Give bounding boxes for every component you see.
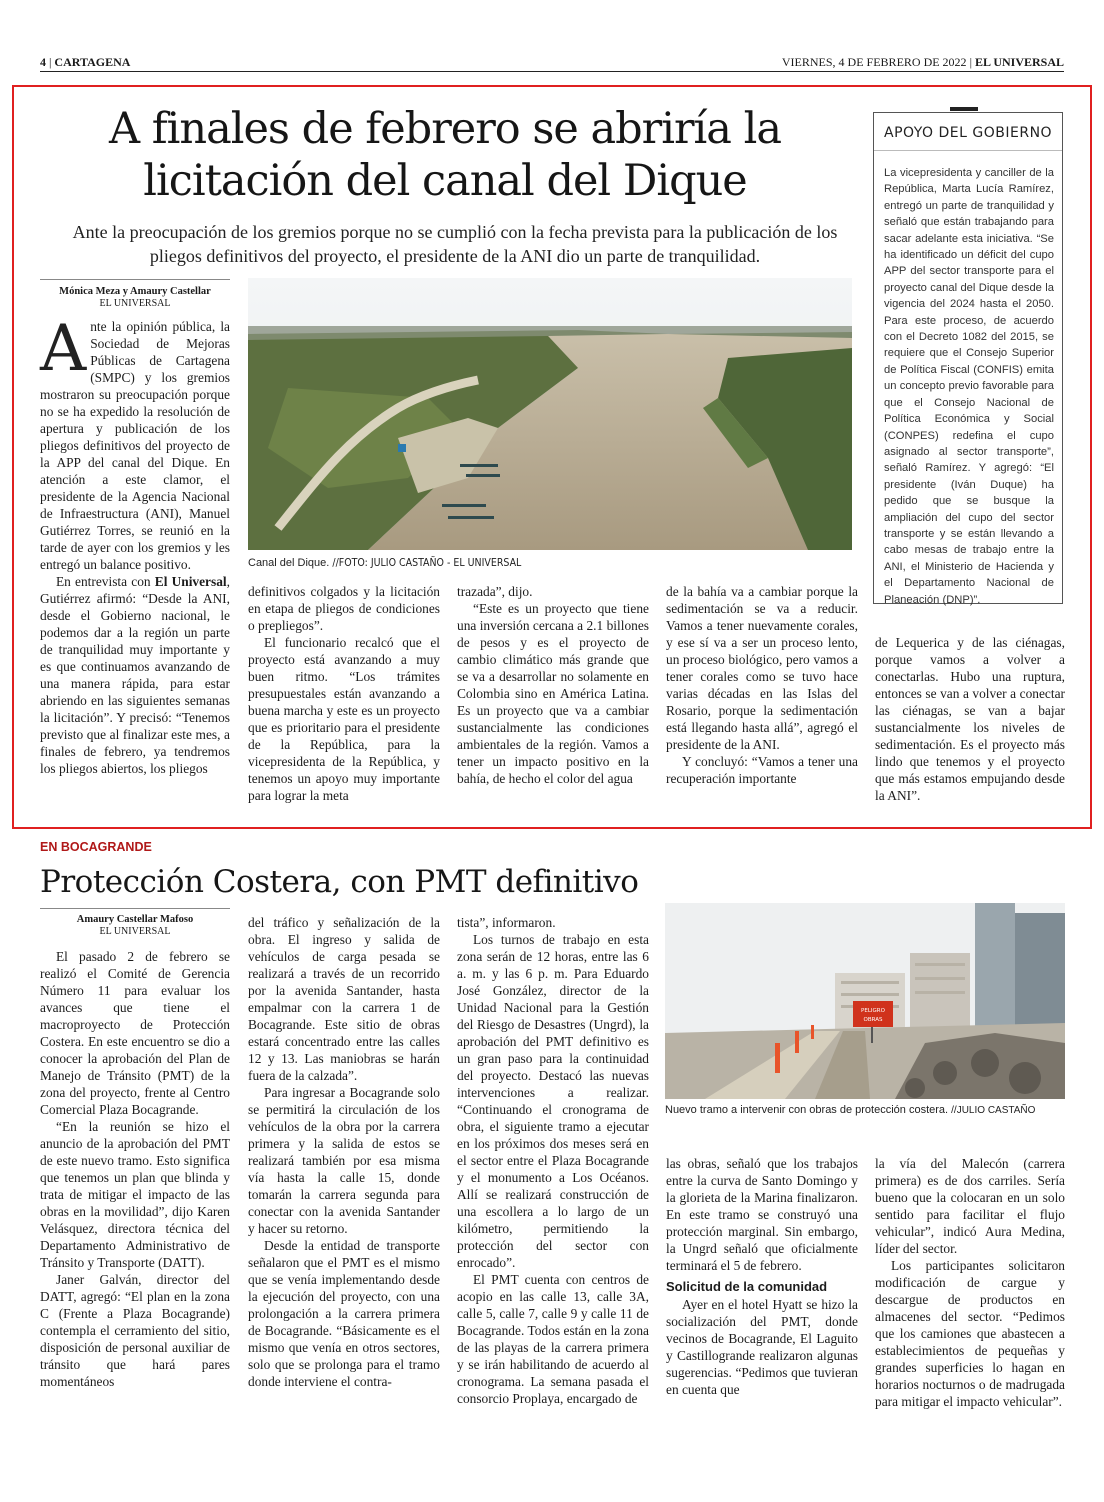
section-name: CARTAGENA	[54, 55, 131, 69]
article2-byline-names: Amaury Castellar Mafoso	[76, 914, 194, 925]
article-headline: A finales de febrero se abriría la licitación del canal del Dique	[109, 104, 781, 206]
article2-column-4: las obras, señaló que los trabajos entre la curva de Santo Domingo y la glorieta de la Marina finalizaron. En este tramo se construyó una protección marginal. Sin embargo, la Ungrd señaló que oficialmente terminará el 5 de febrero. Solicitud de la comunidad Ayer en el hotel Hyatt se hizo la socialización del PMT, donde vecinos de Bocagrande, El Laguito y Castillogrande realizaron algunas sugerencias. “Pedimos que tuvieran en cuenta que	[666, 1156, 858, 1397]
svg-text:OBRAS: OBRAS	[863, 1017, 883, 1023]
coastal-works-photo	[665, 903, 1065, 1099]
article-column-3: trazada”, dijo. “Este es un proyecto que tiene una inversión cercana a 2.1 billones de pesos y es el proyecto de cambio climático más grande que se va a desarrollar no solamente en Colombia sino en América Latina. Es un proyecto que va a cambiar sustancialmente las condiciones ambientales de la región. Vamos a tener un impacto positivo en la bahía, de hecho el color del agua	[457, 584, 649, 786]
article-deck: Ante la preocupación de los gremios porque no se cumplió con la fecha prevista para la publicación de los pliegos definitivos del proyecto, el presidente de la ANI dio un parte de tranquilidad.	[72, 222, 838, 266]
article2-byline	[40, 914, 230, 938]
article2-column-3: tista”, informaron. Los turnos de trabajo en esta zona serán de 12 horas, entre las 6 a. m. y las 6 p. m. Para Eduardo José González, director de la Unidad Nacional para la Gestión del Riesgo de Desastres (Ungrd), la aprobación del PMT definitivo es un gran paso para la continuidad del proyecto. Destacó las nuevas intervenciones a realizar. “Continuando el cronograma de obra, el siguiente tramo a ejecutar en los próximos dos meses será en el sector entre el Plaza Bocagrande y el monumento a Los Océanos. Allí se realizará construcción de una escollera a lo largo de un kilómetro, permitiendo la protección del sector con enrocado”. El PMT cuenta con centros de acopio en las calle 13, calle 3A, calle 5, calle 7, calle 9 y calle 11 de Bocagrande. Todos están en la zona de las playas de la carrera primera y se irán habilitando de acuerdo al cronograma. La semana pasada el consorcio Proplaya, encargado de	[457, 915, 649, 1406]
issue-date: VIERNES, 4 DE FEBRERO DE 2022	[781, 55, 967, 69]
dropcap: A	[40, 312, 87, 386]
sidebar-top-rule	[950, 107, 978, 111]
byline-org: EL UNIVERSAL	[99, 298, 171, 309]
article-column-5: de Lequerica y de las ciénagas, porque vamos a volver a conectarlas. Hubo una ruptura, entonces se van a volver a conectar las ciénagas, se van a bajar sustancialmente los niveles de sedimentación. Es el proyecto más lindo que tenemos y el proyecto que más estamos empujando desde la ANI”.	[875, 635, 1065, 803]
page-number: 4	[40, 55, 46, 69]
coastal-works-photo-image	[665, 903, 1065, 1099]
article2-headline: Protección Costera, con PMT definitivo	[40, 864, 639, 900]
article2-column-1: El pasado 2 de febrero se realizó el Comité de Gerencia Número 11 para evaluar los avances que tiene el macroproyecto de Protección Costera. En este encuentro se dio a conocer la aprobación del Plan de Manejo de Tránsito (PMT) de la zona del proyecto, frente al Centro Comercial Plaza Bocagrande. “En la reunión se hizo el anuncio de la aprobación del PMT de este nuevo tramo. Esto significa que tenemos un plan que blinda y trata de mitigar el impacto de las obras en la movilidad”, dijo Karen Velásquez, directora técnica del Departamento Administrativo de Tránsito y Transporte (DATT). Janer Galván, director del DATT, agregó: “El plan en la zona C (Frente a Plaza Bocagrande) contempla el cerramiento del sitio, disposición de personal auxiliar de tránsito que hará pares momentáneos	[40, 949, 230, 1389]
canal-photo	[248, 278, 852, 550]
canal-photo-image	[248, 278, 852, 550]
sidebar-body: La vicepresidenta y canciller de la República, Marta Lucía Ramírez, entregó un parte de tranquilidad y señaló que están trabajando para sacar adelante esta iniciativa. “Se ha identificado un déficit del cupo APP del sector transporte para el proyecto canal del Dique desde la vigencia del 2024 hasta el 2050. Para este proceso, de acuerdo con el Decreto 1082 del 2015, se requiere que el Consejo Superior de Política Fiscal (CONFIS) emita un concepto previo favorable para que el Consejo Nacional de Política Económica y Social (CONPES) redefina el cupo asignado al sector transporte”, señaló Ramírez. Y agregó: “El presidente (Iván Duque) ha pedido que se busque la ampliación del cupo del sector transporte y se están llevando a cabo mesas de trabajo entre la ANI, el Ministerio de Hacienda y el Departamento Nacional de Planeación (DNP)”.	[884, 167, 1054, 606]
article2-byline-rule	[40, 908, 230, 909]
coastal-photo-caption: Nuevo tramo a intervenir con obras de protección costera. //JULIO CASTAÑO	[665, 1104, 1036, 1116]
article2-column-5: la vía del Malecón (carrera primera) es de dos carriles. Sería bueno que la colocaran en un solo sentido para facilitar el flujo vehicular”, indicó Aura Medina, líder del sector. Los participantes solicitaron modificación de cargue y descargue de productos en almacenes del sector. “Pedimos que los camiones que abastecen a establecimientos de pequeñas y grandes superficies lo hagan en horarios nocturnos o de madrugada para mitigar el impacto vehicular”.	[875, 1156, 1065, 1409]
page-header: 4 | CARTAGENA VIERNES, 4 DE FEBRERO DE 2022 | EL UNIVERSAL	[40, 55, 1064, 72]
article-column-2: definitivos colgados y la licitación en etapa de pliegos de condiciones o prepliegos”. El funcionario recalcó que el proyecto está avanzando a muy buen ritmo. “Los trámites presupuestales están avanzando a buena marcha y este es un proyecto que es prioritario para el presidente de la República, para la vicepresidenta de la República, y tenemos un apoyo muy importante para lograr la meta	[248, 584, 440, 803]
byline-names: Mónica Meza y Amaury Castellar	[59, 286, 211, 297]
warning-sign-text: PELIGRO	[861, 1008, 885, 1014]
article-column-4: de la bahía va a cambiar porque la sedimentación se va a reducir. Vamos a tener nuevamente corales, y ese sí va a ser un proceso lento, un proceso biológico, pero vamos a tener corales como se tuvo hace varias décadas en las Islas del Rosario, porque la sedimentación está llegando hasta allá”, agregó el presidente de la ANI. Y concluyó: “Vamos a tener una recuperación importante	[666, 584, 858, 786]
canal-photo-caption: Canal del Dique. //FOTO: JULIO CASTAÑO - EL UNIVERSAL	[248, 557, 522, 569]
newspaper-name: EL UNIVERSAL	[974, 55, 1064, 69]
sidebar-divider	[874, 150, 1062, 151]
article2-byline-org: EL UNIVERSAL	[99, 926, 171, 937]
article2-subhead: Solicitud de la comunidad	[666, 1279, 828, 1294]
sidebar-title: APOYO DEL GOBIERNO	[884, 125, 1053, 141]
byline-rule	[40, 279, 230, 280]
article-column-1: Ante la opinión pública, la Sociedad de Mejoras Públicas de Cartagena (SMPC) y los gremios mostraron su preocupación porque no se ha expedido la resolución de apertura y publicación de los pliegos definitivos del proyecto de la APP del canal del Dique. En atención a este clamor, el presidente de la Agencia Nacional de Infraestructura (ANI), Manuel Gutiérrez Torres, se reunió en la tarde de ayer con los gremios y les entregó un balance positivo. En entrevista con El Universal, Gutiérrez afirmó: “Desde la ANI, desde el Gobierno nacional, le podemos dar a la región un parte de tranquilidad muy importante y es que continuamos avanzando de una manera rápida, para estar abriendo en las siguientes semanas la licitación”. Y precisó: “Tenemos previsto que al finalizar este mes, a finales de febrero, ya tendremos los pliegos abiertos, los pliegos	[40, 312, 230, 776]
article2-column-2: del tráfico y señalización de la obra. El ingreso y salida de vehículos de carga pesada se realizará a través de un recorrido por la avenida Santander, hasta empalmar con la carrera 1 de Bocagrande. Este sitio de obras estará concentrado entre las calles 12 y 13. Las maniobras se harán fuera de la calzada”. Para ingresar a Bocagrande solo se permitirá la circulación de los vehículos de la obra por la carrera primera y la salida de estos se realizará también por esa misma vía hasta la calle 15, donde tomarán la carrera segunda para conectar con la avenida Santander y hacer su retorno. Desde la entidad de transporte señalaron que el PMT es el mismo que se venía implementando desde la ejecución del proyecto, con una prolongación a la carrera primera de Bocagrande. “Básicamente es el mismo que venía en otros sectores, solo que se prolonga para el tramo donde interviene el contra-	[248, 915, 440, 1389]
sidebar-box	[873, 112, 1063, 604]
byline	[40, 286, 230, 310]
article2-kicker: EN BOCAGRANDE	[40, 840, 152, 854]
